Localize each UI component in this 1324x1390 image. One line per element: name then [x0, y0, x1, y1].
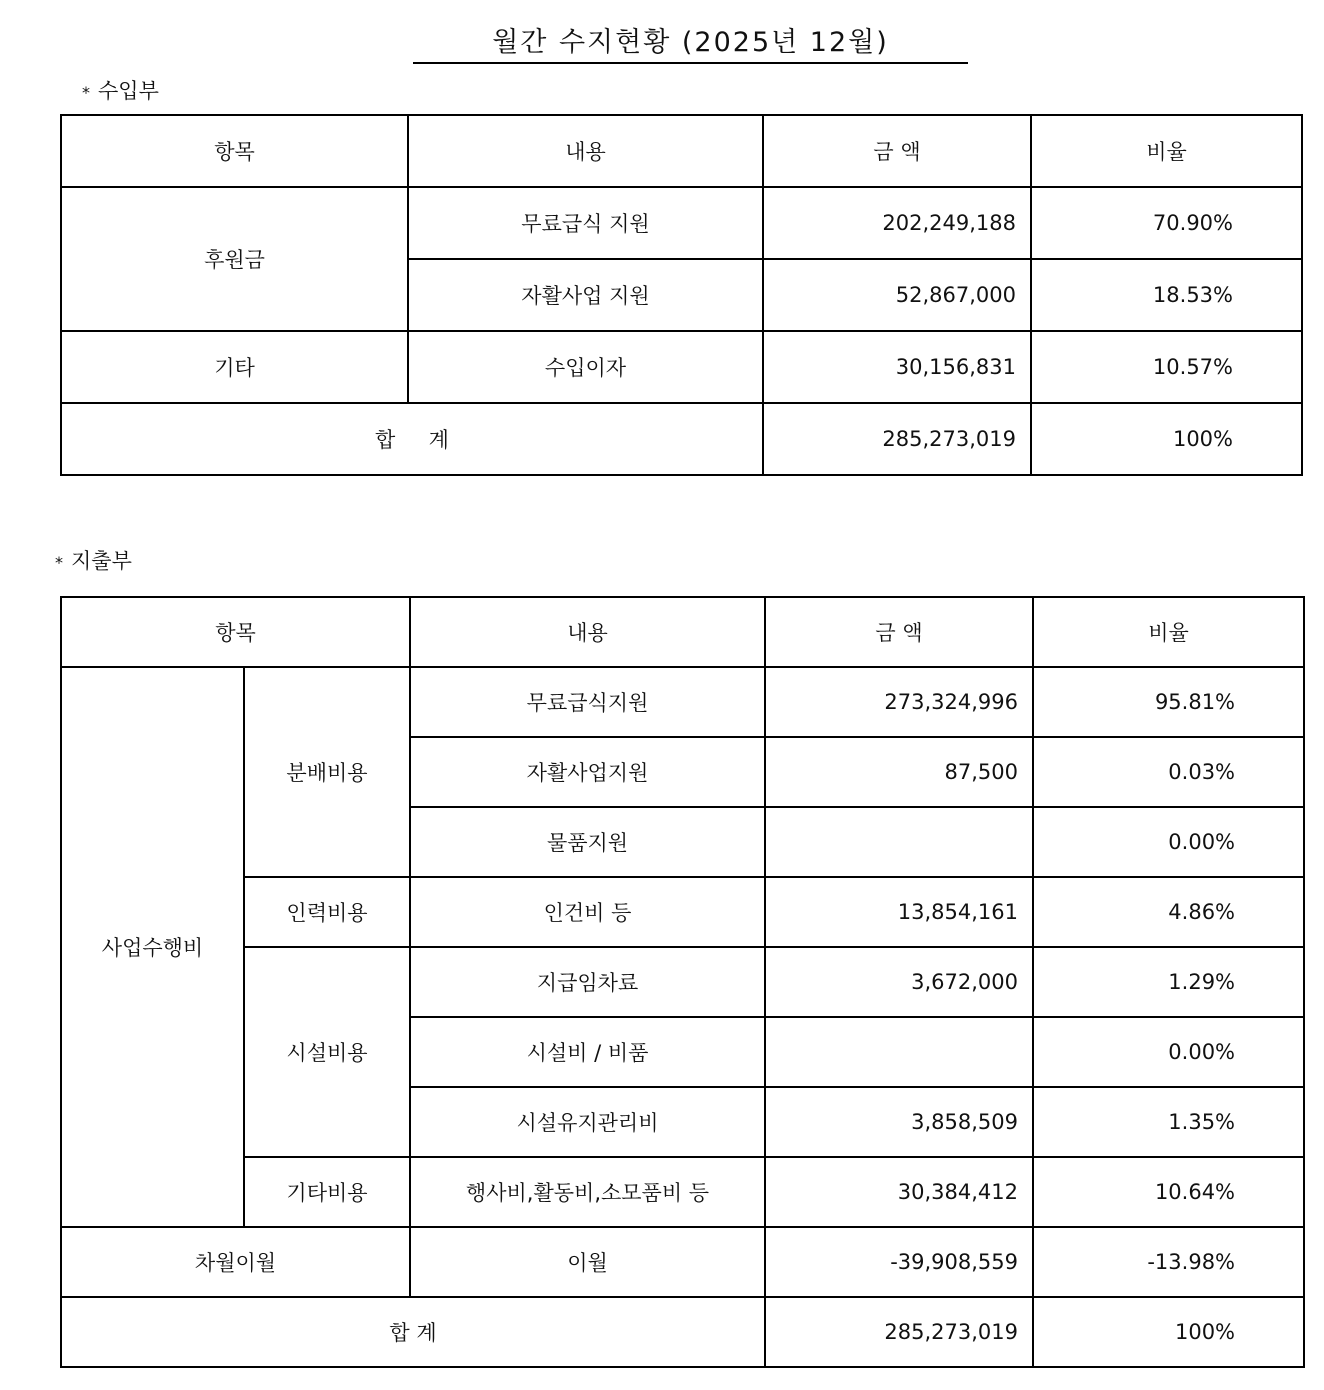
table-header-row: [61, 597, 1304, 667]
ratio-cell: 10.57%: [1031, 331, 1302, 403]
content-cell: 수입이자: [408, 331, 763, 403]
group-cell-other: 기타: [61, 331, 408, 403]
total-label: 합 계: [61, 1297, 765, 1367]
header-content: 내용: [408, 115, 763, 187]
ratio-cell: 10.64%: [1033, 1157, 1304, 1227]
income-section-text: 수입부: [98, 79, 159, 103]
content-cell: 물품지원: [410, 807, 765, 877]
subgroup-cell-distribution: 분배비용: [244, 667, 410, 877]
content-cell: 시설유지관리비: [410, 1087, 765, 1157]
ratio-cell: 70.90%: [1031, 187, 1302, 259]
amount-cell: 13,854,161: [765, 877, 1033, 947]
ratio-cell: 4.86%: [1033, 877, 1304, 947]
total-row: [61, 1297, 1304, 1367]
amount-cell: 30,156,831: [763, 331, 1031, 403]
content-cell: 행사비,활동비,소모품비 등: [410, 1157, 765, 1227]
total-ratio: 100%: [1033, 1297, 1304, 1367]
total-ratio: 100%: [1031, 403, 1302, 475]
subgroup-cell-personnel: 인력비용: [244, 877, 410, 947]
content-cell: 인건비 등: [410, 877, 765, 947]
table-row: [61, 1157, 1304, 1227]
table-row: [61, 331, 1302, 403]
income-section-label: [82, 78, 159, 106]
ratio-cell: 0.03%: [1033, 737, 1304, 807]
content-cell: 무료급식지원: [410, 667, 765, 737]
page-title: 월간 수지현황 (2025년 12월): [413, 24, 968, 64]
header-ratio: 비율: [1031, 115, 1302, 187]
amount-cell: [765, 807, 1033, 877]
table-header-row: [61, 115, 1302, 187]
amount-cell: 87,500: [765, 737, 1033, 807]
amount-cell: 52,867,000: [763, 259, 1031, 331]
content-cell: 시설비 / 비품: [410, 1017, 765, 1087]
header-ratio: 비율: [1033, 597, 1304, 667]
header-item: 항목: [61, 597, 410, 667]
amount-cell: 273,324,996: [765, 667, 1033, 737]
carryover-amount: -39,908,559: [765, 1227, 1033, 1297]
ratio-cell: 0.00%: [1033, 1017, 1304, 1087]
table-row: [61, 667, 1304, 737]
total-row: [61, 403, 1302, 475]
ratio-cell: 1.29%: [1033, 947, 1304, 1017]
content-cell: 자활사업지원: [410, 737, 765, 807]
table-row: [61, 877, 1304, 947]
bullet-asterisk-icon: *: [55, 553, 63, 572]
ratio-cell: 95.81%: [1033, 667, 1304, 737]
expense-section-label: [55, 548, 132, 576]
content-cell: 지급임차료: [410, 947, 765, 1017]
expense-table: [60, 596, 1305, 1368]
bullet-asterisk-icon: *: [82, 83, 90, 102]
ratio-cell: 1.35%: [1033, 1087, 1304, 1157]
subgroup-cell-other: 기타비용: [244, 1157, 410, 1227]
header-amount: 금 액: [763, 115, 1031, 187]
amount-cell: 3,672,000: [765, 947, 1033, 1017]
group-cell-business-expense: 사업수행비: [61, 667, 244, 1227]
header-content: 내용: [410, 597, 765, 667]
content-cell: 자활사업 지원: [408, 259, 763, 331]
table-row: [61, 187, 1302, 259]
amount-cell: 202,249,188: [763, 187, 1031, 259]
income-table: [60, 114, 1303, 476]
ratio-cell: 0.00%: [1033, 807, 1304, 877]
ratio-cell: 18.53%: [1031, 259, 1302, 331]
amount-cell: [765, 1017, 1033, 1087]
group-cell-donation: 후원금: [61, 187, 408, 331]
expense-section-text: 지출부: [71, 549, 132, 573]
carryover-ratio: -13.98%: [1033, 1227, 1304, 1297]
amount-cell: 3,858,509: [765, 1087, 1033, 1157]
total-amount: 285,273,019: [765, 1297, 1033, 1367]
header-item: 항목: [61, 115, 408, 187]
carryover-label: 차월이월: [61, 1227, 410, 1297]
amount-cell: 30,384,412: [765, 1157, 1033, 1227]
total-amount: 285,273,019: [763, 403, 1031, 475]
subgroup-cell-facility: 시설비용: [244, 947, 410, 1157]
total-label: 합 계: [61, 403, 763, 475]
carryover-row: [61, 1227, 1304, 1297]
header-amount: 금 액: [765, 597, 1033, 667]
table-row: [61, 947, 1304, 1017]
carryover-content: 이월: [410, 1227, 765, 1297]
content-cell: 무료급식 지원: [408, 187, 763, 259]
